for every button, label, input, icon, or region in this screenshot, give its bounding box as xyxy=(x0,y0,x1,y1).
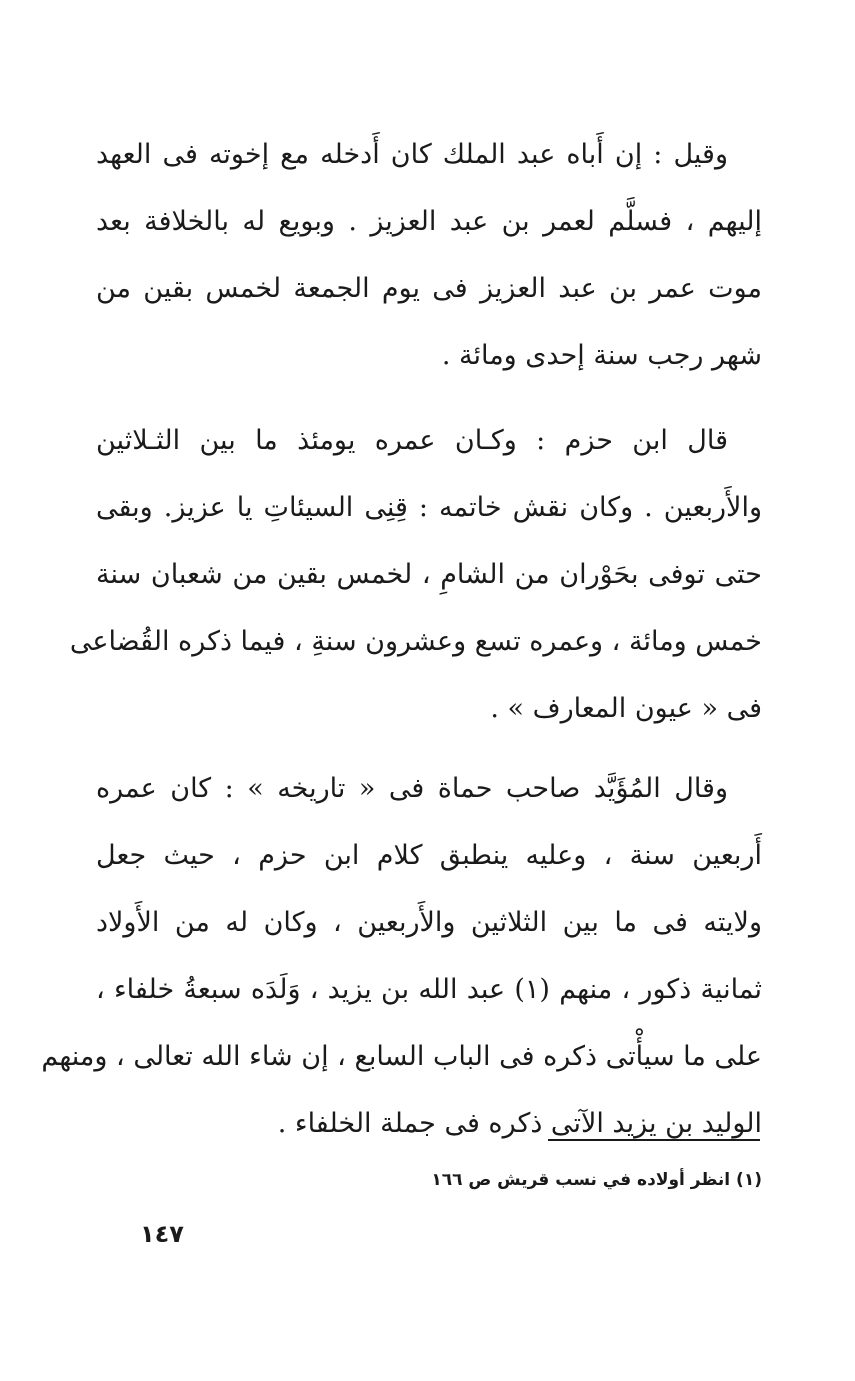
text-line: أَربعين سنة ، وعليه ينطبق كلام ابن حزم ، حيث جعل xyxy=(96,840,762,871)
text-line: والأَربعين . وكان نقش خاتمه : قِنِى السيئاتِ يا عزيز. وبقى xyxy=(96,492,762,523)
text-line: شهر رجب سنة إحدى ومائة . xyxy=(441,340,762,371)
text-line: ثمانية ذكور ، منهم (١) عبد الله بن يزيد ، وَلَدَه سبعةُ خلفاء ، xyxy=(96,974,762,1005)
text-line: إليهم ، فسلَّم لعمر بن عبد العزيز . وبويع له بالخلافة بعد xyxy=(96,206,762,237)
text-line: ولايته فى ما بين الثلاثين والأَربعين ، وكان له من الأَولاد xyxy=(96,907,762,938)
text-line: موت عمر بن عبد العزيز فى يوم الجمعة لخمس بقين من xyxy=(96,273,762,304)
text-line: خمس ومائة ، وعمره تسع وعشرون سنةِ ، فيما ذكره القُضاعى xyxy=(69,626,762,657)
text-line: الوليد بن يزيد الآتى ذكره فى جملة الخلفاء . xyxy=(277,1108,762,1139)
paragraph-1 xyxy=(96,121,762,389)
text-line: وقيل : إن أَباه عبد الملك كان أَدخله مع إخوته فى العهد xyxy=(96,139,728,170)
text-line: فى « عيون المعارف » . xyxy=(490,693,762,724)
footnote: (١) انظر أولاده في نسب قريش ص ١٦٦ xyxy=(431,1170,762,1190)
text-line: على ما سيأْتى ذكره فى الباب السابع ، إن شاء الله تعالى ، ومنهم xyxy=(41,1041,762,1072)
paragraph-2 xyxy=(69,407,762,742)
footnote-divider xyxy=(548,1139,760,1141)
text-line: وقال المُؤَيَّد صاحب حماة فى « تاريخه » : كان عمره xyxy=(96,773,728,804)
text-line: حتى توفى بحَوْران من الشامِ ، لخمس بقين من شعبان سنة xyxy=(96,559,762,590)
page-number: ١٤٧ xyxy=(140,1220,184,1248)
text-line: قال ابن حزم : وكـان عمره يومئذ ما بين الثـلاثين xyxy=(96,425,728,456)
paragraph-3 xyxy=(41,755,762,1157)
